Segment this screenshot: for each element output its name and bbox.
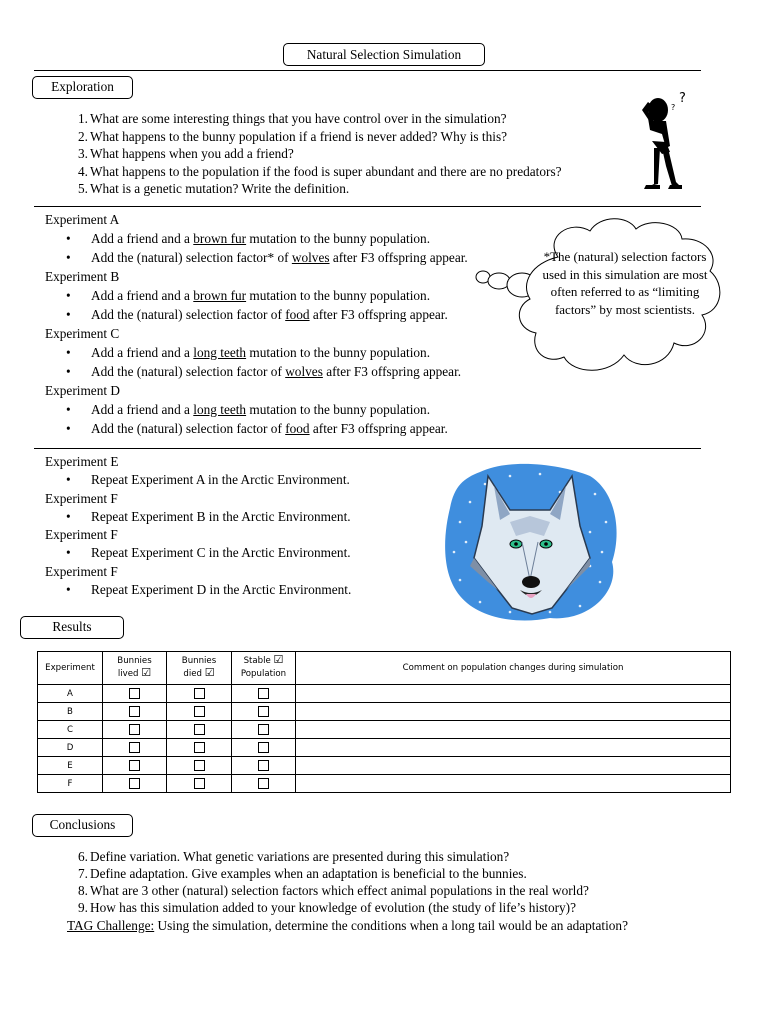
stable-checkbox[interactable] bbox=[258, 760, 269, 771]
results-table bbox=[37, 651, 731, 793]
wolf-icon bbox=[440, 462, 620, 624]
lived-checkbox[interactable] bbox=[129, 742, 140, 753]
item-number: 7. bbox=[78, 866, 88, 881]
tag-challenge-label: TAG Challenge: bbox=[67, 918, 155, 933]
header-line: Bunnies bbox=[181, 656, 217, 666]
stable-checkbox[interactable] bbox=[258, 742, 269, 753]
bullet: • bbox=[66, 288, 71, 303]
tag-challenge bbox=[67, 918, 628, 934]
stable-checkbox[interactable] bbox=[258, 706, 269, 717]
bullet: • bbox=[66, 307, 71, 322]
item-text: What happens when you add a friend? bbox=[90, 146, 294, 161]
bullet: • bbox=[66, 345, 71, 360]
row-label: F bbox=[38, 775, 103, 793]
lived-checkbox[interactable] bbox=[129, 724, 140, 735]
page-title: Natural Selection Simulation bbox=[283, 43, 485, 66]
item-text: What are some interesting things that you have control over in the simulation? bbox=[90, 111, 507, 126]
header-line: lived bbox=[117, 669, 139, 679]
key-term: brown fur bbox=[193, 231, 247, 246]
header-line: Stable bbox=[243, 656, 271, 666]
lived-checkbox[interactable] bbox=[129, 688, 140, 699]
experiment-e-title: Experiment E bbox=[45, 454, 119, 469]
experiment-f-title: Experiment F bbox=[45, 491, 118, 506]
bullet: • bbox=[66, 582, 71, 597]
bullet: • bbox=[66, 364, 71, 379]
comment-cell[interactable] bbox=[296, 703, 731, 721]
item-number: 4. bbox=[78, 163, 88, 179]
exploration-label: Exploration bbox=[32, 76, 133, 99]
header-line: Bunnies bbox=[117, 656, 152, 666]
comment-cell[interactable] bbox=[296, 739, 731, 757]
key-term: wolves bbox=[285, 364, 323, 379]
item-text: Repeat Experiment A in the Arctic Environment. bbox=[91, 472, 350, 487]
item-text: after F3 offspring appear. bbox=[309, 421, 448, 436]
experiment-c-title: Experiment C bbox=[45, 326, 120, 341]
key-term: long teeth bbox=[193, 345, 247, 360]
item-text: Define variation. What genetic variations are presented during this simulation? bbox=[90, 849, 510, 864]
item-text: after F3 offspring appear. bbox=[322, 364, 462, 379]
item-text: Repeat Experiment D in the Arctic Environment. bbox=[91, 582, 352, 597]
item-text: What happens to the population if the food is super abundant and there are no predators? bbox=[90, 163, 562, 179]
item-number: 3. bbox=[78, 146, 88, 161]
checked-box-icon: ☑ bbox=[204, 666, 215, 679]
died-checkbox[interactable] bbox=[194, 724, 205, 735]
item-text: What is a genetic mutation? Write the definition. bbox=[90, 181, 350, 196]
experiment-a-title: Experiment A bbox=[45, 212, 120, 227]
bullet: • bbox=[66, 545, 71, 560]
row-label: C bbox=[38, 721, 103, 739]
table-row bbox=[38, 685, 731, 703]
comment-cell[interactable] bbox=[296, 775, 731, 793]
died-checkbox[interactable] bbox=[194, 778, 205, 789]
experiment-d-title: Experiment D bbox=[45, 383, 120, 398]
results-label: Results bbox=[20, 616, 124, 639]
key-term: food bbox=[285, 307, 310, 322]
comment-cell[interactable] bbox=[296, 757, 731, 775]
item-text: mutation to the bunny population. bbox=[246, 288, 431, 303]
table-row bbox=[38, 739, 731, 757]
died-checkbox[interactable] bbox=[194, 742, 205, 753]
item-text: Add the (natural) selection factor* of bbox=[91, 250, 292, 265]
key-term: long teeth bbox=[193, 402, 247, 417]
row-label: E bbox=[38, 757, 103, 775]
item-text: after F3 offspring appear. bbox=[329, 250, 468, 265]
item-text: Repeat Experiment C in the Arctic Environment. bbox=[91, 545, 351, 560]
column-header bbox=[232, 652, 296, 685]
table-row bbox=[38, 775, 731, 793]
experiments-divider bbox=[34, 448, 701, 449]
column-header: Comment on population changes during simulation bbox=[296, 652, 731, 685]
row-label: D bbox=[38, 739, 103, 757]
column-header: Experiment bbox=[38, 652, 103, 685]
item-text: Add a friend and a bbox=[91, 231, 194, 246]
lived-checkbox[interactable] bbox=[129, 778, 140, 789]
item-text: Define adaptation. Give examples when an adaptation is beneficial to the bunnies. bbox=[90, 866, 527, 881]
svg-text:?: ? bbox=[679, 91, 686, 106]
item-text: mutation to the bunny population. bbox=[246, 231, 431, 246]
column-header bbox=[103, 652, 167, 685]
table-row bbox=[38, 721, 731, 739]
stable-checkbox[interactable] bbox=[258, 724, 269, 735]
item-text: Repeat Experiment B in the Arctic Environment. bbox=[91, 509, 351, 524]
experiment-f-title: Experiment F bbox=[45, 527, 118, 542]
svg-text:?: ? bbox=[671, 103, 676, 112]
lived-checkbox[interactable] bbox=[129, 760, 140, 771]
item-text: Add a friend and a bbox=[91, 288, 194, 303]
thinking-person-icon bbox=[636, 86, 694, 194]
column-header bbox=[167, 652, 232, 685]
key-term: brown fur bbox=[193, 288, 247, 303]
checked-box-icon: ☑ bbox=[141, 666, 152, 679]
row-label: B bbox=[38, 703, 103, 721]
key-term: wolves bbox=[291, 250, 330, 265]
died-checkbox[interactable] bbox=[194, 760, 205, 771]
item-text: Add the (natural) selection factor of bbox=[91, 307, 286, 322]
row-label: A bbox=[38, 685, 103, 703]
bullet: • bbox=[66, 402, 71, 417]
bullet: • bbox=[66, 250, 71, 265]
item-number: 6. bbox=[78, 849, 88, 864]
footnote-text: *The (natural) selection factors used in this simulation are most often referred to as “limiting factors” by most scientists. bbox=[542, 249, 708, 317]
comment-cell[interactable] bbox=[296, 685, 731, 703]
item-text: Add the (natural) selection factor of bbox=[91, 364, 286, 379]
tag-challenge-text: Using the simulation, determine the conditions when a long tail would be an adaptation? bbox=[154, 918, 628, 933]
bullet: • bbox=[66, 509, 71, 524]
experiment-b-title: Experiment B bbox=[45, 269, 120, 284]
stable-checkbox[interactable] bbox=[258, 778, 269, 789]
table-header-row bbox=[38, 652, 731, 685]
checked-box-icon: ☑ bbox=[273, 653, 284, 666]
comment-cell[interactable] bbox=[296, 721, 731, 739]
item-number: 9. bbox=[78, 900, 88, 915]
item-text: How has this simulation added to your knowledge of evolution (the study of life’s history)? bbox=[90, 900, 576, 915]
item-text: mutation to the bunny population. bbox=[246, 402, 431, 417]
item-text: Add a friend and a bbox=[91, 345, 194, 360]
lived-checkbox[interactable] bbox=[129, 706, 140, 717]
table-row bbox=[38, 703, 731, 721]
bullet: • bbox=[66, 421, 71, 436]
key-term: food bbox=[285, 421, 310, 436]
bullet: • bbox=[66, 231, 71, 246]
title-divider bbox=[34, 70, 701, 71]
item-text: Add the (natural) selection factor of bbox=[91, 421, 286, 436]
conclusions-label: Conclusions bbox=[32, 814, 133, 837]
item-number: 2. bbox=[78, 128, 88, 144]
item-text: Add a friend and a bbox=[91, 402, 194, 417]
exploration-divider bbox=[34, 206, 701, 207]
died-checkbox[interactable] bbox=[194, 706, 205, 717]
item-text: after F3 offspring appear. bbox=[309, 307, 448, 322]
item-number: 5. bbox=[78, 181, 88, 196]
bullet: • bbox=[66, 472, 71, 487]
table-row bbox=[38, 757, 731, 775]
item-number: 1. bbox=[78, 111, 88, 126]
stable-checkbox[interactable] bbox=[258, 688, 269, 699]
item-text: What happens to the bunny population if a friend is never added? Why is this? bbox=[90, 128, 508, 144]
item-text: What are 3 other (natural) selection factors which effect animal populations in the real world? bbox=[90, 883, 589, 898]
header-line: died bbox=[183, 669, 202, 679]
experiment-f-title: Experiment F bbox=[45, 564, 118, 579]
item-number: 8. bbox=[78, 883, 88, 898]
item-text: mutation to the bunny population. bbox=[246, 345, 431, 360]
died-checkbox[interactable] bbox=[194, 688, 205, 699]
header-line: Population bbox=[240, 669, 287, 679]
